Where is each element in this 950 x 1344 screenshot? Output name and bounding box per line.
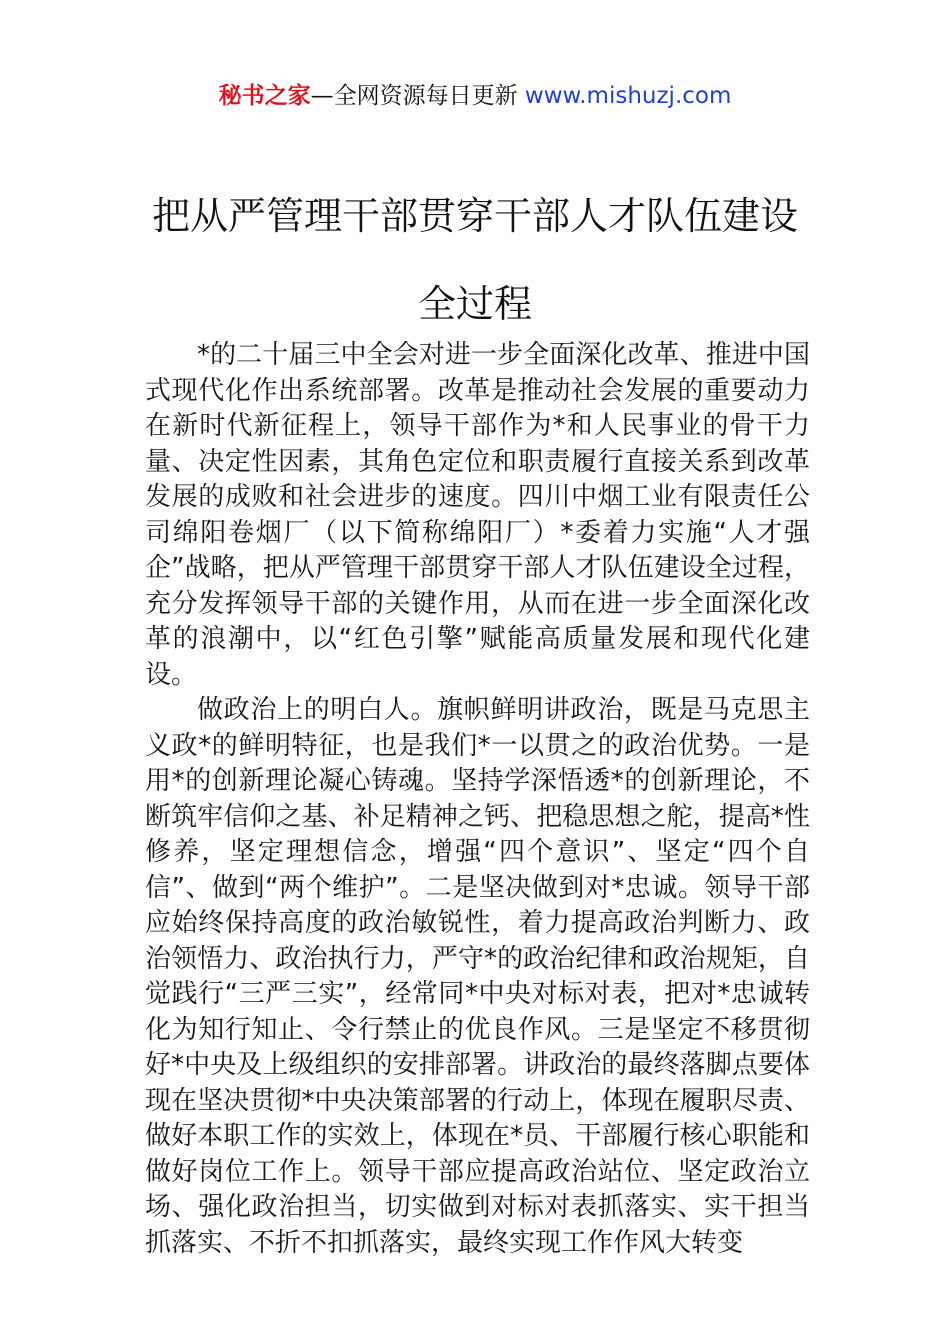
document-body	[145, 338, 810, 1261]
paragraph-politics: 做政治上的明白人。旗帜鲜明讲政治，既是马克思主义政*的鲜明特征，也是我们*一以贯之的政治优势。一是用*的创新理论凝心铸魂。坚持学深悟透*的创新理论，不断筑牢信仰之基、补足精神之钙、把稳思想之舵，提高*性修养，坚定理想信念，增强“四个意识”、坚定“四个自信”、做到“两个维护”。二是坚决做到对*忠诚。领导干部应始终保持高度的政治敏锐性，着力提高政治判断力、政治领悟力、政治执行力，严守*的政治纪律和政治规矩，自觉践行“三严三实”，经常同*中央对标对表，把对*忠诚转化为知行知止、令行禁止的优良作风。三是坚定不移贯彻好*中央及上级组织的安排部署。讲政治的最终落脚点要体现在坚决贯彻*中央决策部署的行动上，体现在履职尽责、做好本职工作的实效上，体现在*员、干部履行核心职能和做好岗位工作上。领导干部应提高政治站位、坚定政治立场、强化政治担当，切实做到对标对表抓落实、实干担当抓落实、不折不扣抓落实，最终实现工作作风大转变	[145, 695, 810, 1258]
document-title: 把从严管理干部贯穿干部人才队伍建设全过程	[151, 194, 798, 326]
site-header	[0, 80, 950, 112]
paragraph-intro: *的二十届三中全会对进一步全面深化改革、推进中国式现代化作出系统部署。改革是推动社会发展的重要动力在新时代新征程上，领导干部作为*和人民事业的骨干力量、决定性因素，其角色定位和职责履行直接关系到改革发展的成败和社会进步的速度。四川中烟工业有限责任公司绵阳卷烟厂（以下简称绵阳厂）*委着力实施“人才强企”战略，把从严管理干部贯穿干部人才队伍建设全过程，充分发挥领导干部的关键作用，从而在进一步全面深化改革的浪潮中，以“红色引擎”赋能高质量发展和现代化建设。	[145, 340, 810, 690]
site-tagline: —全网资源每日更新	[310, 83, 525, 109]
site-brand: 秘书之家	[218, 83, 311, 109]
site-url-link[interactable]: www.mishuzj.com	[524, 83, 732, 109]
